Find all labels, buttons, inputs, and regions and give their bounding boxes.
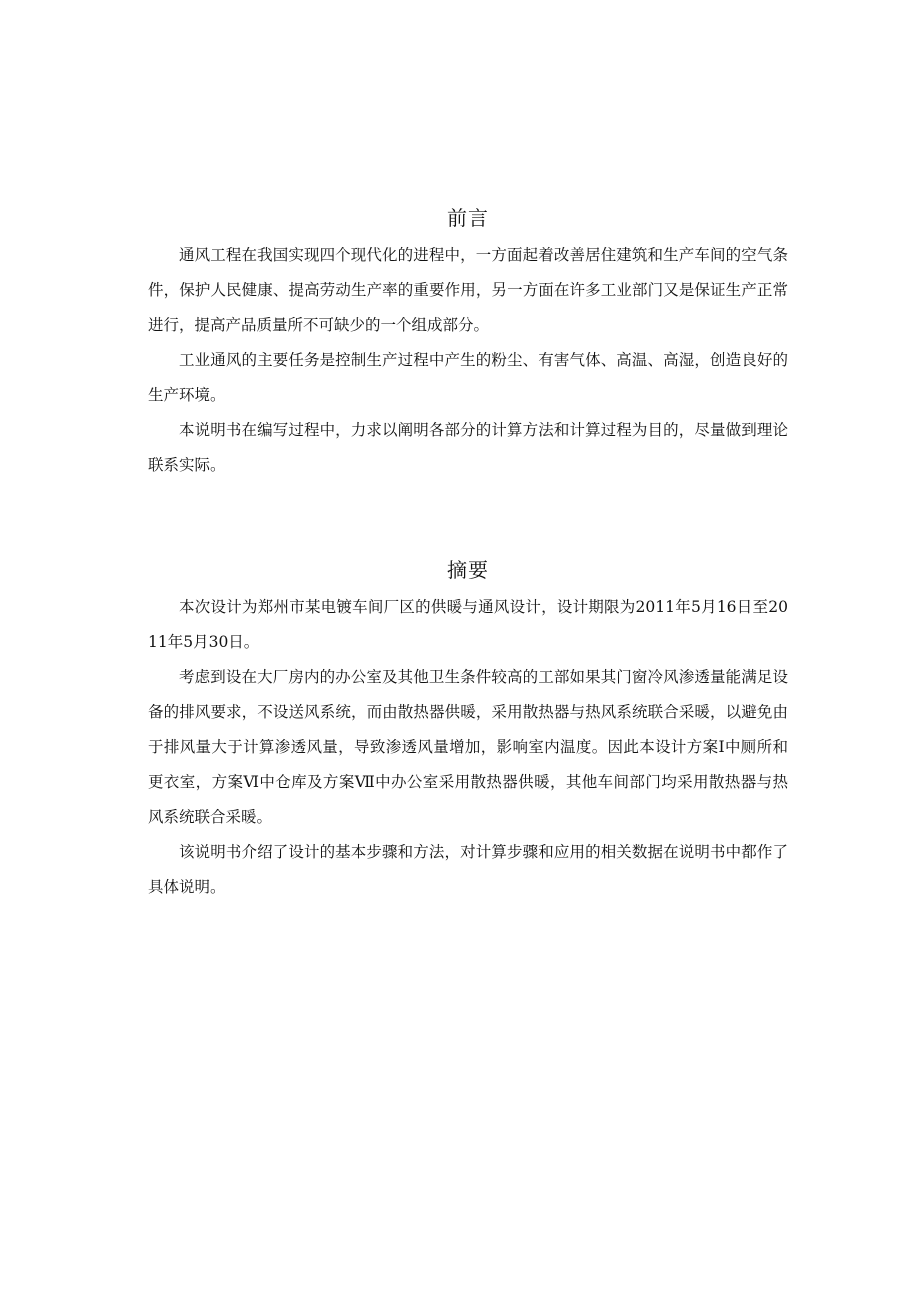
foreword-title: 前言 (447, 206, 489, 230)
abstract-title: 摘要 (447, 558, 489, 582)
foreword-paragraph: 本说明书在编写过程中，力求以阐明各部分的计算方法和计算过程为目的，尽量做到理论联系实际。 (148, 421, 788, 474)
abstract-section (148, 552, 788, 905)
abstract-paragraph: 考虑到设在大厂房内的办公室及其他卫生条件较高的工部如果其门窗冷风渗透量能满足设备的排风要求，不设送风系统，而由散热器供暖，采用散热器与热风系统联合采暖，以避免由于排风量大于计算渗透风量，导致渗透风量增加，影响室内温度。因此本设计方案Ⅰ中厕所和更衣室，方案Ⅵ中仓库及方案Ⅶ中办公室采用散热器供暖，其他车间部门均采用散热器与热风系统联合采暖。 (148, 668, 788, 826)
foreword-section (148, 200, 788, 483)
foreword-paragraph: 通风工程在我国实现四个现代化的进程中，一方面起着改善居住建筑和生产车间的空气条件，保护人民健康、提高劳动生产率的重要作用，另一方面在许多工业部门又是保证生产正常进行，提高产品质量所不可缺少的一个组成部分。 (148, 246, 788, 334)
abstract-paragraph: 该说明书介绍了设计的基本步骤和方法，对计算步骤和应用的相关数据在说明书中都作了具体说明。 (148, 843, 788, 896)
foreword-paragraph: 工业通风的主要任务是控制生产过程中产生的粉尘、有害气体、高温、高湿，创造良好的生产环境。 (148, 351, 788, 404)
abstract-paragraph: 本次设计为郑州市某电镀车间厂区的供暖与通风设计，设计期限为2011年5月16日至2011年5月30日。 (148, 598, 788, 651)
